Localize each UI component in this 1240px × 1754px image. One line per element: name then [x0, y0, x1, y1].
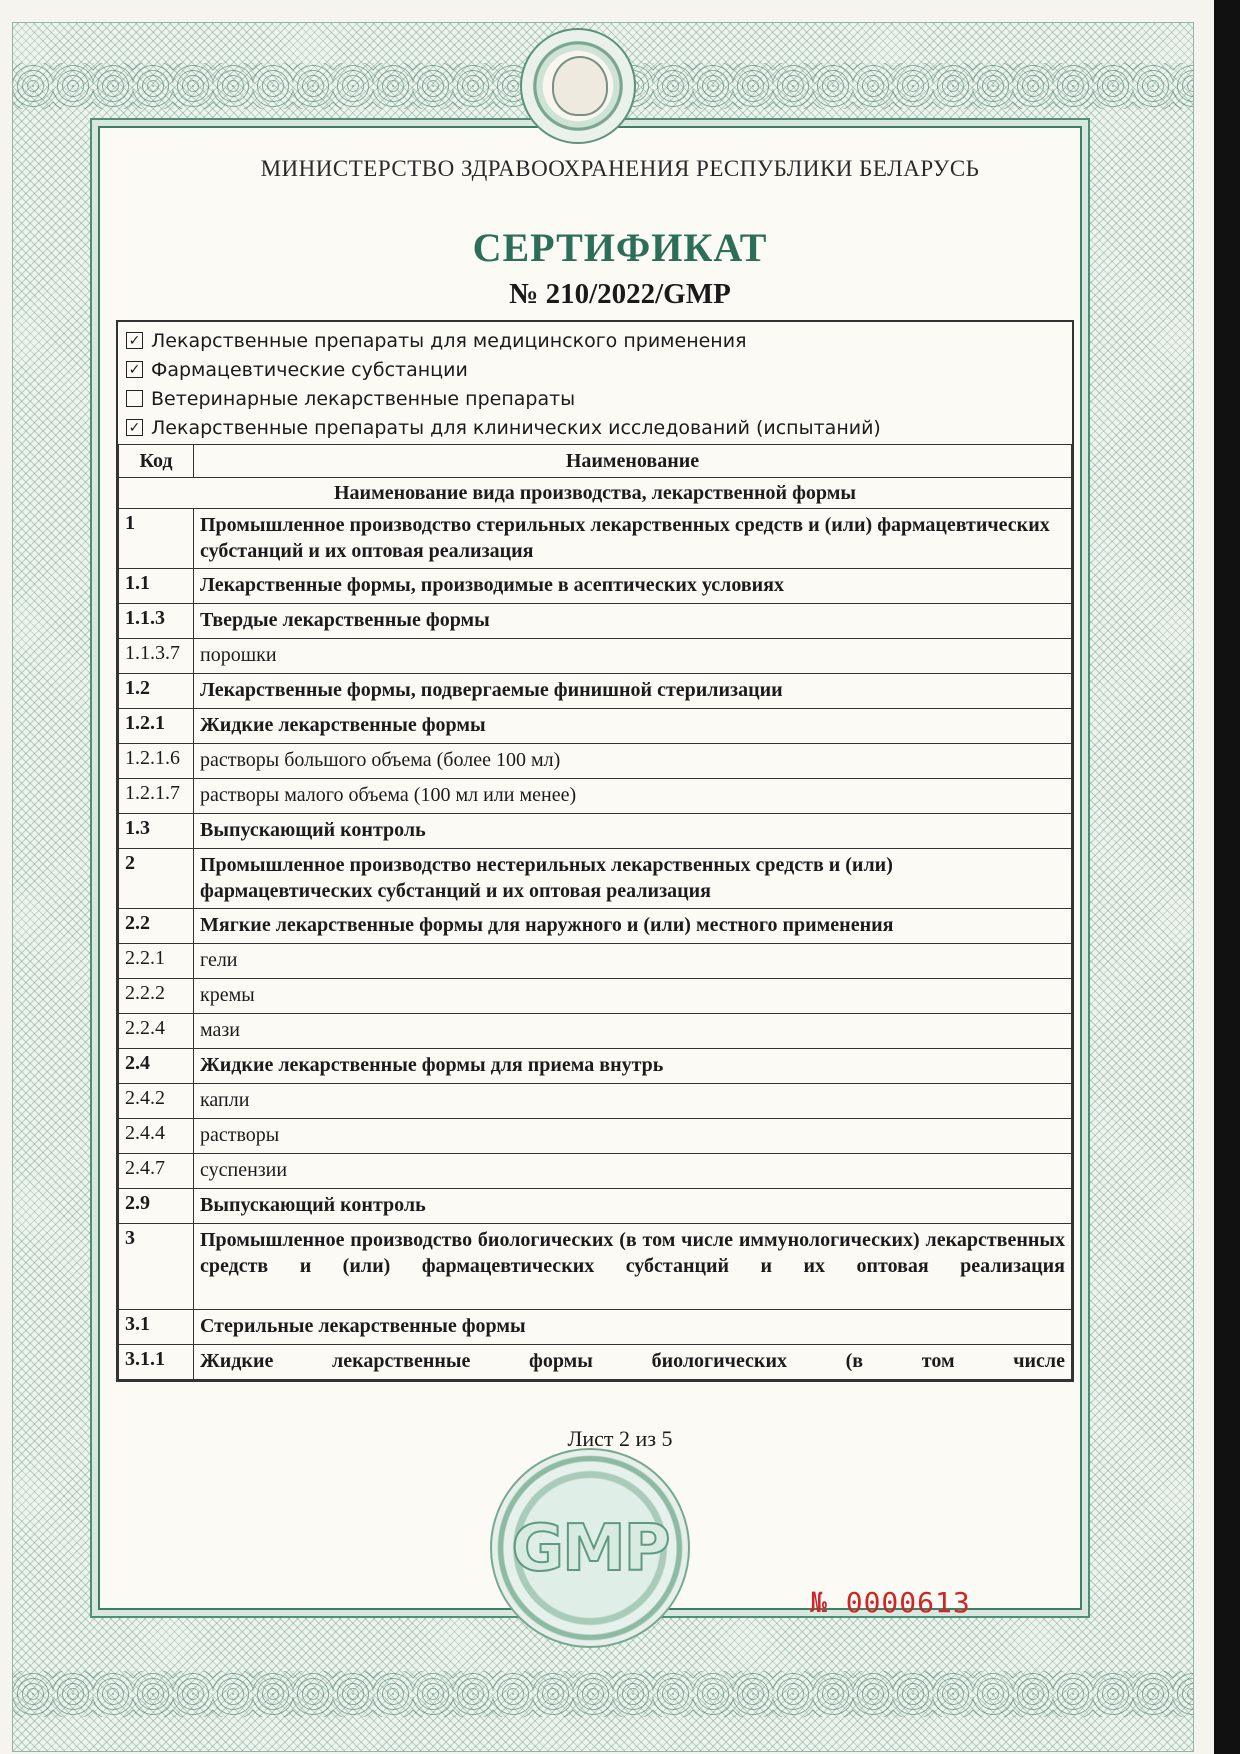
row-name: Промышленное производство биологических (в том числе иммунологических) лекарственных средств и (или) фармацевтических субстанций и их оптовая реализация	[194, 1224, 1072, 1310]
row-code: 2.2.4	[119, 1014, 194, 1049]
table-row	[119, 1189, 1072, 1224]
ministry-name: МИНИСТЕРСТВО ЗДРАВООХРАНЕНИЯ РЕСПУБЛИКИ БЕЛАРУСЬ	[260, 156, 980, 181]
row-name: растворы	[194, 1119, 1072, 1154]
table-row	[119, 1014, 1072, 1049]
row-name: растворы малого объема (100 мл или менее)	[194, 779, 1072, 814]
table-row	[119, 909, 1072, 944]
checkbox-icon: ✓	[126, 361, 143, 378]
checkbox-item	[126, 326, 1064, 355]
table-row	[119, 639, 1072, 674]
row-code: 1.1	[119, 569, 194, 604]
row-name: Жидкие лекарственные формы для приема внутрь	[194, 1049, 1072, 1084]
gmp-seal-icon	[490, 1448, 690, 1648]
row-name: Выпускающий контроль	[194, 814, 1072, 849]
table-row	[119, 1084, 1072, 1119]
section-header: Наименование вида производства, лекарственной формы	[119, 478, 1072, 509]
row-name: суспензии	[194, 1154, 1072, 1189]
column-header-code: Код	[119, 445, 194, 478]
row-name: Лекарственные формы, подвергаемые финишной стерилизации	[194, 674, 1072, 709]
checkbox-list	[118, 322, 1072, 444]
row-code: 2.9	[119, 1189, 194, 1224]
row-code: 2.2.2	[119, 979, 194, 1014]
row-name: гели	[194, 944, 1072, 979]
table-row	[119, 569, 1072, 604]
checkbox-icon: ✓	[126, 332, 143, 349]
row-code: 2.2	[119, 909, 194, 944]
emblem-shield-icon	[552, 56, 608, 116]
table-row	[119, 979, 1072, 1014]
row-code: 1.2.1	[119, 709, 194, 744]
row-name: Выпускающий контроль	[194, 1189, 1072, 1224]
row-code: 1.2	[119, 674, 194, 709]
row-code: 1.3	[119, 814, 194, 849]
row-name: Стерильные лекарственные формы	[194, 1310, 1072, 1345]
table-row	[119, 814, 1072, 849]
row-code: 1	[119, 509, 194, 569]
table-row	[119, 1345, 1072, 1380]
table-row	[119, 779, 1072, 814]
table-row	[119, 1154, 1072, 1189]
table-row	[119, 674, 1072, 709]
table-row	[119, 944, 1072, 979]
checkbox-label: Фармацевтические субстанции	[151, 358, 468, 381]
row-name: порошки	[194, 639, 1072, 674]
checkbox-item	[126, 384, 1064, 413]
table-row	[119, 849, 1072, 909]
column-header-name: Наименование	[194, 445, 1072, 478]
guilloche-border-bottom	[13, 1671, 1193, 1717]
row-name: Жидкие лекарственные формы	[194, 709, 1072, 744]
row-code: 3.1	[119, 1310, 194, 1345]
production-types-table	[118, 444, 1072, 1380]
row-code: 1.1.3	[119, 604, 194, 639]
certificate-table	[116, 320, 1074, 1382]
certificate-number: № 210/2022/GMP	[509, 278, 731, 310]
table-row	[119, 509, 1072, 569]
section-header-row	[119, 478, 1072, 509]
row-name: Жидкие лекарственные формы биологических (в том числе	[194, 1345, 1072, 1380]
table-row	[119, 1049, 1072, 1084]
row-name: капли	[194, 1084, 1072, 1119]
row-name: кремы	[194, 979, 1072, 1014]
certificate-title: СЕРТИФИКАТ	[472, 225, 768, 270]
row-name: растворы большого объема (более 100 мл)	[194, 744, 1072, 779]
row-code: 2.2.1	[119, 944, 194, 979]
row-code: 2.4.2	[119, 1084, 194, 1119]
row-code: 3.1.1	[119, 1345, 194, 1380]
row-code: 1.1.3.7	[119, 639, 194, 674]
state-emblem-icon	[520, 28, 636, 144]
table-header-row	[119, 445, 1072, 478]
checkbox-item	[126, 355, 1064, 384]
checkbox-item	[126, 413, 1064, 442]
row-name: Промышленное производство нестерильных лекарственных средств и (или) фармацевтических субстанций и их оптовая реализация	[194, 849, 1072, 909]
row-name: Лекарственные формы, производимые в асептических условиях	[194, 569, 1072, 604]
row-code: 1.2.1.6	[119, 744, 194, 779]
row-code: 2.4	[119, 1049, 194, 1084]
row-code: 3	[119, 1224, 194, 1310]
table-row	[119, 1224, 1072, 1310]
table-row	[119, 604, 1072, 639]
row-name: мази	[194, 1014, 1072, 1049]
row-name: Твердые лекарственные формы	[194, 604, 1072, 639]
row-code: 2.4.4	[119, 1119, 194, 1154]
table-row	[119, 744, 1072, 779]
serial-number: № 0000613	[810, 1586, 971, 1619]
row-code: 2	[119, 849, 194, 909]
sheet-number: Лист 2 из 5	[567, 1426, 673, 1451]
table-row	[119, 709, 1072, 744]
checkbox-label: Лекарственные препараты для клинических исследований (испытаний)	[151, 416, 881, 439]
row-code: 2.4.7	[119, 1154, 194, 1189]
seal-text: GMP	[511, 1512, 669, 1586]
row-name: Промышленное производство стерильных лекарственных средств и (или) фармацевтических субстанций и их оптовая реализация	[194, 509, 1072, 569]
checkbox-label: Ветеринарные лекарственные препараты	[151, 387, 576, 410]
checkbox-label: Лекарственные препараты для медицинского применения	[151, 329, 747, 352]
checkbox-empty-icon	[126, 390, 143, 407]
table-row	[119, 1119, 1072, 1154]
table-row	[119, 1310, 1072, 1345]
checkbox-icon: ✓	[126, 419, 143, 436]
row-code: 1.2.1.7	[119, 779, 194, 814]
row-name: Мягкие лекарственные формы для наружного и (или) местного применения	[194, 909, 1072, 944]
